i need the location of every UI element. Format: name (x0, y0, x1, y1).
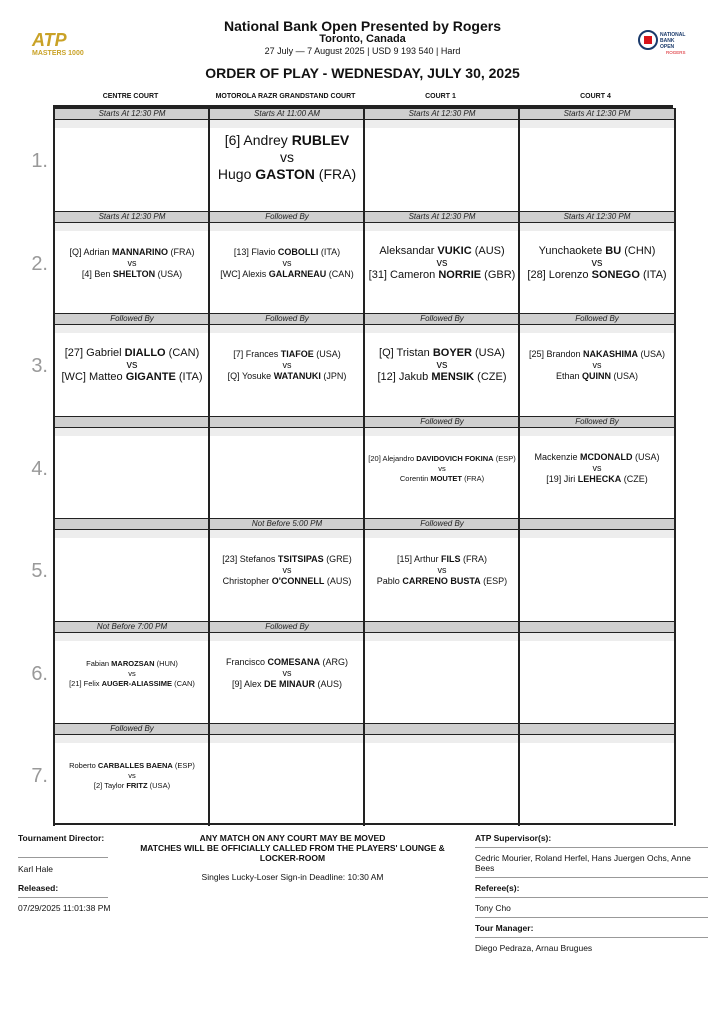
player-1-country: (AUS) (471, 244, 505, 257)
player-2-first: [31] Cameron (368, 268, 439, 281)
versus-label: vs (592, 360, 602, 370)
player-2 (365, 371, 519, 383)
start-time-band: Starts At 12:30 PM (365, 108, 519, 120)
player-2-first: [WC] Alexis (220, 268, 269, 279)
tour-manager-names: Diego Pedraza, Arnau Brugues (475, 943, 593, 953)
player-1-country: (USA) (471, 347, 505, 359)
order-of-play-title: ORDER OF PLAY - WEDNESDAY, JULY 30, 2025 (205, 65, 520, 81)
match-cell (208, 313, 364, 416)
player-2 (55, 371, 209, 383)
player-1-surname: BOYER (432, 347, 472, 359)
band-spacer (55, 120, 209, 128)
match-cell (208, 416, 364, 519)
released-label: Released: (18, 883, 59, 893)
versus-label: vs (592, 462, 602, 473)
player-2 (365, 269, 519, 281)
player-1-surname: TIAFOE (280, 349, 314, 359)
player-1-country: (CHN) (621, 244, 656, 257)
tournament-director-label: Tournament Director: (18, 833, 105, 843)
player-1-surname: COMESANA (267, 656, 321, 667)
player-2 (520, 371, 674, 382)
footer-divider (475, 937, 708, 938)
row-number: 4. (31, 457, 48, 480)
player-1 (365, 554, 519, 565)
footer-divider (475, 877, 708, 878)
player-2-surname: LEHECKA (577, 473, 622, 484)
player-1-first: [6] Andrey (224, 132, 292, 148)
player-2-surname: QUINN (582, 371, 612, 381)
band-spacer (55, 428, 209, 436)
player-2-first: [4] Ben (81, 268, 113, 279)
band-spacer (365, 428, 519, 436)
start-time-band (365, 723, 519, 735)
player-2-country: (ITA) (639, 268, 667, 281)
match-cell (518, 108, 676, 211)
start-time-band: Starts At 12:30 PM (55, 108, 209, 120)
player-2-country: (ESP) (480, 576, 508, 586)
band-spacer (520, 428, 674, 436)
atp-masters-1000-logo (28, 28, 88, 58)
start-time-band: Starts At 11:00 AM (210, 108, 364, 120)
player-2-first: [12] Jakub (377, 371, 432, 383)
match-cell (363, 108, 519, 211)
player-1-surname: TSITSIPAS (277, 554, 324, 564)
svg-text:NATIONAL: NATIONAL (660, 32, 686, 38)
match-cell (518, 416, 676, 519)
player-2-first: [Q] Yosuke (227, 371, 274, 381)
player-1-surname: MANNARINO (112, 246, 169, 257)
versus-label: vs (280, 149, 294, 165)
player-2-surname: CARRENO BUSTA (402, 576, 481, 586)
player-2-country: (FRA) (314, 166, 357, 182)
player-2-first: [21] Felix (69, 678, 102, 688)
row-number: 5. (31, 560, 48, 582)
player-1-surname: DAVIDOVICH FOKINA (416, 453, 494, 463)
player-2-country: (USA) (611, 371, 639, 381)
tournament-info: 27 July — 7 August 2025 | USD 9 193 540 | Hard (264, 46, 461, 56)
match-cell (53, 313, 209, 416)
start-time-band: Followed By (365, 416, 519, 428)
start-time-band (520, 621, 674, 633)
footer-divider (475, 897, 708, 898)
start-time-band: Followed By (55, 313, 209, 325)
player-1 (55, 761, 209, 771)
svg-text:ROGERS: ROGERS (666, 50, 686, 55)
player-1-surname: CARBALLES BAENA (97, 761, 173, 770)
band-spacer (55, 223, 209, 231)
notice-line-2: MATCHES WILL BE OFFICIALLY CALLED FROM THE PLAYERS' LOUNGE & LOCKER-ROOM (140, 843, 445, 863)
match-cell (53, 723, 209, 826)
player-2-surname: GALARNEAU (268, 268, 327, 279)
player-2 (210, 679, 364, 690)
player-2-surname: GASTON (255, 166, 315, 182)
match-cell (363, 313, 519, 416)
player-1-first: [25] Brandon (528, 349, 584, 359)
tournament-director-name: Karl Hale (18, 864, 53, 874)
player-2-surname: MENSIK (431, 371, 475, 383)
player-1-first: [Q] Adrian (69, 246, 113, 257)
player-1 (210, 132, 364, 149)
player-1-first: Fabian (86, 658, 112, 668)
player-2-first: [WC] Matteo (61, 371, 126, 383)
player-2-country: (CAN) (326, 268, 354, 279)
player-1-country: (ARG) (320, 656, 349, 667)
versus-label: vs (591, 256, 603, 269)
footer-divider (18, 897, 108, 898)
player-2 (210, 166, 364, 183)
match-cell (363, 723, 519, 826)
referee-name: Tony Cho (475, 903, 511, 913)
player-1 (55, 247, 209, 258)
tournament-location: Toronto, Canada (319, 33, 406, 45)
referee-label: Referee(s): (475, 883, 520, 893)
band-spacer (210, 633, 364, 641)
start-time-band: Starts At 12:30 PM (520, 108, 674, 120)
match-cell (363, 621, 519, 724)
row-number: 1. (31, 150, 48, 172)
player-1 (210, 657, 364, 668)
player-1 (55, 659, 209, 669)
player-1-country: (ESP) (172, 761, 195, 770)
player-1-surname: MAROZSAN (111, 658, 155, 668)
band-spacer (365, 530, 519, 538)
player-1-first: Aleksandar (379, 244, 438, 257)
court-header-grandstand: MOTOROLA RAZR GRANDSTAND COURT (215, 93, 356, 100)
player-1-surname: MCDONALD (580, 451, 633, 462)
player-2-country: (GBR) (481, 268, 516, 281)
player-1 (520, 452, 674, 463)
match-cell (53, 518, 209, 621)
match-entry (365, 347, 519, 383)
notice-line-1: ANY MATCH ON ANY COURT MAY BE MOVED (199, 833, 386, 843)
lucky-loser-deadline: Singles Lucky-Loser Sign-in Deadline: 10:30 AM (201, 872, 384, 882)
match-entry (520, 245, 674, 281)
match-cell (53, 621, 209, 724)
start-time-band: Followed By (365, 518, 519, 530)
band-spacer (55, 633, 209, 641)
player-1-country: (ESP) (493, 453, 516, 463)
band-spacer (365, 223, 519, 231)
player-2 (210, 371, 364, 382)
player-2-first: [28] Lorenzo (527, 268, 592, 281)
player-2-first: Corentin (399, 473, 431, 483)
player-1 (365, 347, 519, 359)
match-cell (363, 416, 519, 519)
player-1 (520, 245, 674, 257)
start-time-band (55, 416, 209, 428)
match-entry (520, 349, 674, 382)
schedule-row (31, 621, 673, 724)
row-number: 7. (31, 765, 48, 787)
player-1-first: [27] Gabriel (64, 347, 125, 359)
player-1 (210, 349, 364, 360)
footer-divider (475, 847, 708, 848)
band-spacer (520, 223, 674, 231)
band-spacer (210, 223, 364, 231)
versus-label: vs (282, 667, 292, 678)
schedule-row (31, 108, 673, 211)
match-cell (208, 621, 364, 724)
player-2-surname: AUGER-ALIASSIME (101, 678, 172, 688)
player-1 (365, 454, 519, 464)
band-spacer (365, 735, 519, 743)
match-cell (363, 211, 519, 314)
footer-divider (475, 917, 708, 918)
player-1-country: (CAN) (165, 347, 200, 359)
player-1-country: (GRE) (323, 554, 352, 564)
player-2-country: (ITA) (175, 371, 203, 383)
start-time-band (210, 416, 364, 428)
start-time-band: Not Before 5:00 PM (210, 518, 364, 530)
match-entry (365, 454, 519, 484)
start-time-band: Followed By (210, 211, 364, 223)
match-cell (53, 108, 209, 211)
match-cell (208, 518, 364, 621)
player-1-first: Roberto (69, 761, 98, 770)
player-2 (365, 576, 519, 587)
match-entry (210, 349, 364, 382)
schedule-row (31, 723, 673, 826)
band-spacer (210, 735, 364, 743)
player-1 (210, 554, 364, 565)
start-time-band: Starts At 12:30 PM (520, 211, 674, 223)
player-1-surname: FILS (441, 554, 461, 564)
supervisor-label: ATP Supervisor(s): (475, 833, 552, 843)
versus-label: vs (128, 668, 136, 678)
svg-text:ATP: ATP (32, 30, 67, 50)
player-2 (55, 679, 209, 689)
player-2-surname: DE MINAUR (264, 678, 316, 689)
start-time-band: Starts At 12:30 PM (55, 211, 209, 223)
band-spacer (365, 325, 519, 333)
player-2 (210, 576, 364, 587)
released-timestamp: 07/29/2025 11:01:38 PM (18, 903, 111, 913)
player-1-country: (USA) (313, 349, 341, 359)
match-cell (208, 723, 364, 826)
player-2-surname: SONEGO (591, 268, 640, 281)
band-spacer (520, 325, 674, 333)
footer-divider (18, 857, 108, 858)
match-cell (208, 108, 364, 211)
versus-label: vs (282, 257, 292, 268)
player-1 (210, 247, 364, 258)
player-1 (520, 349, 674, 360)
band-spacer (210, 530, 364, 538)
start-time-band: Starts At 12:30 PM (365, 211, 519, 223)
player-1-surname: BU (605, 244, 622, 257)
player-2-surname: NORRIE (438, 268, 482, 281)
band-spacer (55, 735, 209, 743)
band-spacer (55, 325, 209, 333)
versus-label: vs (128, 771, 136, 780)
player-2-country: (FRA) (462, 473, 485, 483)
start-time-band: Followed By (55, 723, 209, 735)
match-entry (365, 554, 519, 587)
player-2-first: Hugo (217, 166, 256, 182)
player-2-first: [9] Alex (231, 678, 265, 689)
schedule-row (31, 313, 673, 416)
match-cell (518, 211, 676, 314)
player-2-first: Christopher (222, 576, 272, 586)
player-1-surname: RUBLEV (291, 132, 350, 148)
match-entry (55, 659, 209, 689)
match-entry (55, 347, 209, 383)
band-spacer (520, 530, 674, 538)
match-entry (210, 247, 364, 280)
svg-text:OPEN: OPEN (660, 44, 675, 50)
start-time-band: Followed By (520, 313, 674, 325)
match-entry (210, 554, 364, 587)
player-2-surname: FRITZ (126, 781, 148, 790)
row-number: 3. (31, 355, 48, 377)
player-1-first: [15] Arthur (396, 554, 442, 564)
court-header-court4: COURT 4 (580, 93, 611, 100)
svg-text:BANK: BANK (660, 38, 675, 44)
player-1-first: Yunchaokete (538, 244, 606, 257)
player-1-first: [13] Flavio (233, 246, 278, 257)
player-1-first: [Q] Tristan (379, 347, 433, 359)
match-cell (518, 518, 676, 621)
player-2-surname: SHELTON (112, 268, 156, 279)
versus-label: vs (282, 565, 292, 575)
band-spacer (365, 633, 519, 641)
player-2-first: [2] Taylor (93, 781, 127, 790)
player-2-first: Pablo (376, 576, 403, 586)
match-entry (365, 245, 519, 281)
row-number: 2. (31, 252, 48, 275)
player-1-first: Francisco (225, 656, 268, 667)
court-header-centre: CENTRE COURT (102, 93, 159, 100)
band-spacer (210, 325, 364, 333)
player-1-surname: DIALLO (124, 347, 166, 359)
player-1-surname: COBOLLI (277, 246, 319, 257)
match-cell (363, 518, 519, 621)
match-entry (520, 452, 674, 485)
band-spacer (365, 120, 519, 128)
versus-label: vs (436, 256, 448, 269)
start-time-band (520, 723, 674, 735)
player-2-country: (CAN) (172, 678, 195, 688)
start-time-band: Followed By (210, 621, 364, 633)
player-1-country: (USA) (632, 451, 660, 462)
national-bank-open-logo (636, 28, 706, 58)
versus-label: vs (127, 257, 137, 268)
match-cell (53, 211, 209, 314)
player-1-first: Mackenzie (534, 451, 581, 462)
match-entry (55, 247, 209, 280)
player-2 (55, 781, 209, 791)
match-entry (55, 761, 209, 791)
start-time-band: Followed By (210, 313, 364, 325)
supervisor-names: Cedric Mourier, Roland Herfel, Hans Juergen Ochs, Anne Bees (475, 853, 691, 873)
band-spacer (520, 120, 674, 128)
player-2-country: (USA) (155, 268, 183, 279)
player-1 (365, 245, 519, 257)
player-2 (520, 474, 674, 485)
versus-label: vs (126, 359, 138, 371)
tour-manager-label: Tour Manager: (475, 923, 534, 933)
schedule-row (31, 416, 673, 519)
start-time-band (365, 621, 519, 633)
band-spacer (55, 530, 209, 538)
player-2-surname: MOUTET (430, 473, 462, 483)
player-2-surname: O'CONNELL (271, 576, 325, 586)
player-2 (210, 269, 364, 280)
band-spacer (520, 633, 674, 641)
tournament-title: National Bank Open Presented by Rogers (224, 18, 501, 34)
band-spacer (520, 735, 674, 743)
player-1 (55, 347, 209, 359)
match-cell (518, 723, 676, 826)
start-time-band: Followed By (365, 313, 519, 325)
player-2-first: Ethan (555, 371, 583, 381)
player-1-country: (FRA) (460, 554, 488, 564)
player-2-country: (AUS) (315, 678, 343, 689)
schedule-row (31, 518, 673, 621)
player-1-first: [20] Alejandro (368, 453, 417, 463)
player-1-first: [23] Stefanos (222, 554, 278, 564)
row-number: 6. (31, 662, 48, 685)
versus-label: vs (282, 360, 292, 370)
order-of-play-grid (31, 105, 673, 828)
match-entry (210, 132, 364, 183)
player-2-country: (AUS) (324, 576, 352, 586)
band-spacer (210, 120, 364, 128)
player-1-surname: VUKIC (437, 244, 472, 257)
player-1-country: (ITA) (318, 246, 341, 257)
player-2 (55, 269, 209, 280)
player-2-country: (JPN) (320, 371, 347, 381)
match-cell (208, 211, 364, 314)
start-time-band: Followed By (520, 416, 674, 428)
player-2-surname: GIGANTE (125, 371, 176, 383)
grid-bottom-border (53, 823, 673, 825)
player-1-country: (USA) (638, 349, 666, 359)
match-cell (53, 416, 209, 519)
player-2-country: (CZE) (474, 371, 507, 383)
player-2-country: (USA) (147, 781, 171, 790)
band-spacer (210, 428, 364, 436)
player-1-country: (HUN) (154, 658, 178, 668)
player-1-surname: NAKASHIMA (583, 349, 639, 359)
start-time-band (55, 518, 209, 530)
player-2-surname: WATANUKI (273, 371, 321, 381)
versus-label: vs (436, 359, 448, 371)
schedule-row (31, 211, 673, 314)
start-time-band: Not Before 7:00 PM (55, 621, 209, 633)
versus-label: vs (437, 565, 447, 575)
player-2 (365, 474, 519, 484)
match-cell (518, 313, 676, 416)
match-cell (518, 621, 676, 724)
player-1-country: (FRA) (168, 246, 195, 257)
player-2-country: (CZE) (621, 473, 648, 484)
svg-text:MASTERS 1000: MASTERS 1000 (32, 50, 84, 57)
versus-label: vs (438, 463, 446, 473)
start-time-band (520, 518, 674, 530)
match-entry (210, 657, 364, 690)
player-2-first: [19] Jiri (546, 473, 578, 484)
court-header-court1: COURT 1 (425, 93, 456, 100)
player-2 (520, 269, 674, 281)
player-1-first: [7] Frances (233, 349, 281, 359)
start-time-band (210, 723, 364, 735)
